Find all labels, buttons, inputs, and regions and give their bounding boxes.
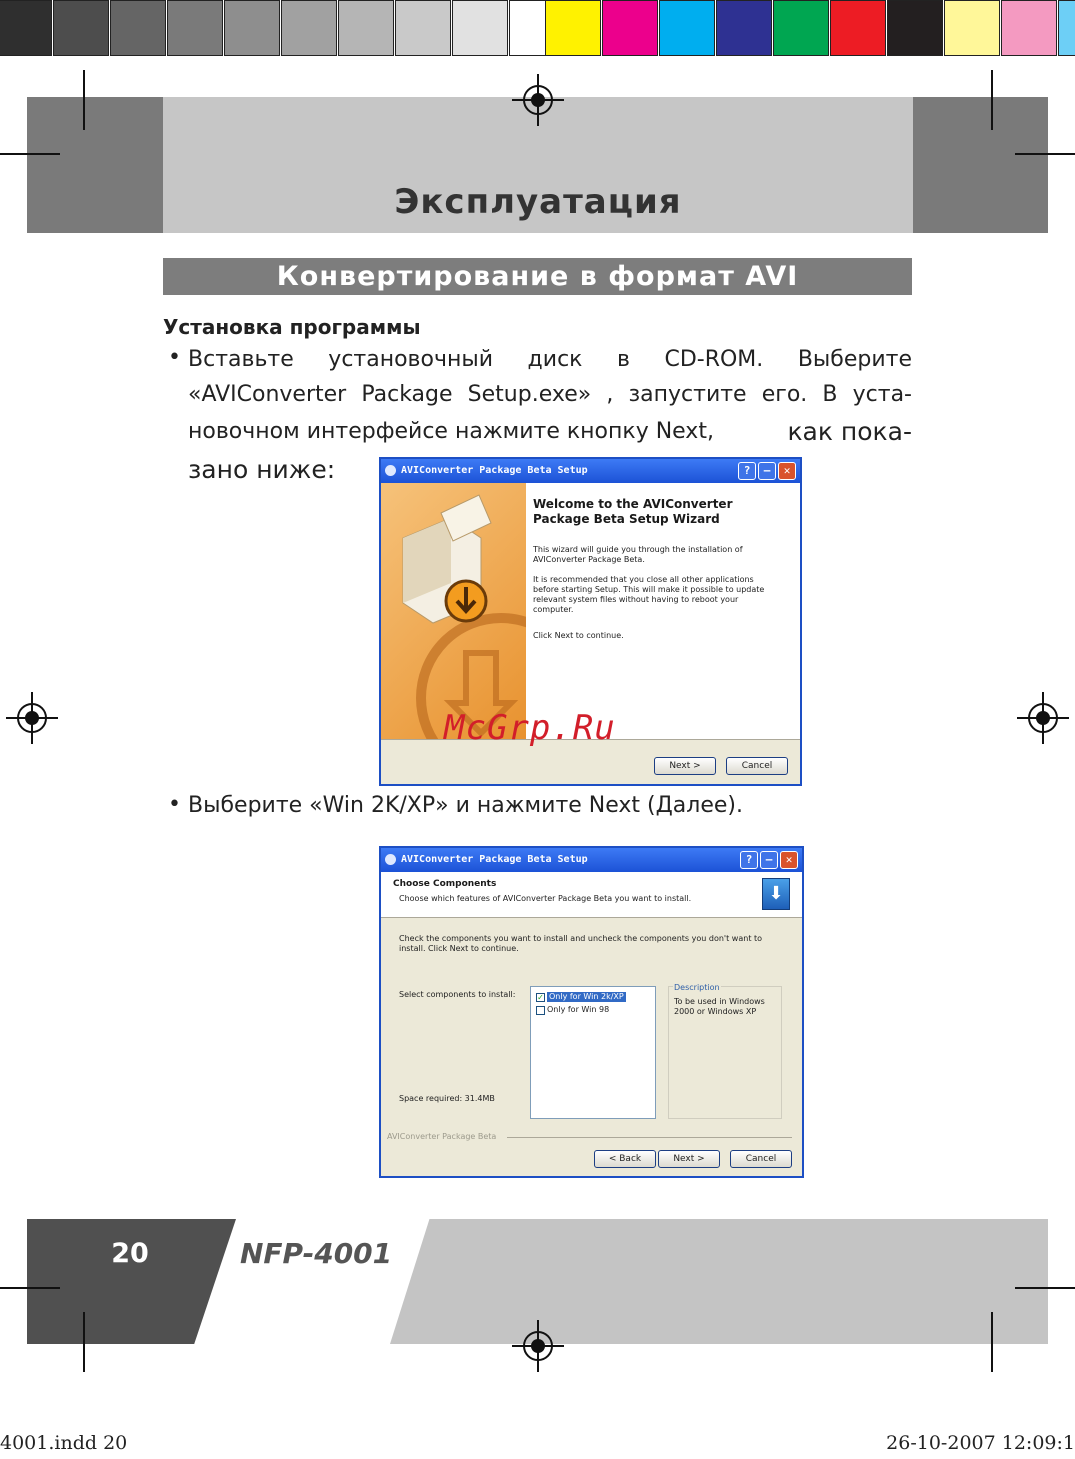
- back-button[interactable]: < Back: [594, 1150, 656, 1168]
- close-button[interactable]: ✕: [778, 462, 796, 480]
- paragraph-line: зано ниже:: [188, 455, 336, 484]
- option-label: Only for Win 98: [547, 1005, 610, 1014]
- next-button[interactable]: Next >: [658, 1150, 720, 1168]
- description-text: To be used in Windows 2000 or Windows XP: [674, 997, 765, 1016]
- wizard-text: Click Next to continue.: [533, 631, 624, 640]
- paragraph-line: Выберите «Win 2K/XP» и нажмите Next (Далее).: [188, 793, 743, 818]
- cancel-button[interactable]: Cancel: [726, 757, 788, 775]
- close-button[interactable]: ✕: [780, 851, 798, 869]
- print-slug-date: 26-10-2007 12:09:1: [886, 1432, 1075, 1454]
- page-number: 20: [111, 1238, 149, 1269]
- checkbox-checked-icon[interactable]: ✓: [537, 992, 544, 1002]
- next-button[interactable]: Next >: [654, 757, 716, 775]
- subheading: Установка программы: [163, 315, 421, 339]
- bullet-marker: •: [168, 792, 181, 817]
- instruction-text: Check the components you want to install and uncheck the components you don't want to install. Click Next to continue.: [399, 934, 763, 953]
- paragraph-text: как пока-: [787, 417, 912, 446]
- paragraph-line: Вставьте установочный диск в CD-ROM. Выберите: [188, 347, 912, 372]
- help-button[interactable]: ?: [738, 462, 756, 480]
- minimize-button[interactable]: –: [760, 851, 778, 869]
- brand-label: AVIConverter Package Beta: [387, 1132, 497, 1141]
- help-button[interactable]: ?: [740, 851, 758, 869]
- model-name: NFP-4001: [240, 1237, 393, 1270]
- option-label: Only for Win 2k/XP: [549, 992, 624, 1001]
- description-label: Description: [674, 983, 720, 992]
- dialog-heading: Choose Components: [393, 879, 497, 889]
- paragraph-text: новочном интерфейсе нажмите кнопку Next,: [188, 419, 714, 444]
- wizard-text: It is recommended that you close all other applications before starting Setup. This will make it possible to update relevant system files without having to reboot your computer.: [533, 575, 765, 614]
- page-title: Эксплуатация: [394, 182, 682, 222]
- paragraph-line: «AVIConverter Package Setup.exe» , запустите его. В уста-: [188, 382, 912, 407]
- wizard-heading: Welcome to the AVIConverter Package Beta Setup Wizard: [533, 497, 733, 526]
- dialog-title: AVIConverter Package Beta Setup: [401, 854, 588, 865]
- download-icon: ⬇: [762, 878, 790, 910]
- space-required: Space required: 31.4MB: [399, 1094, 495, 1103]
- dialog-title: AVIConverter Package Beta Setup: [401, 465, 588, 476]
- bullet-marker: •: [168, 345, 181, 370]
- select-label: Select components to install:: [399, 990, 516, 999]
- cancel-button[interactable]: Cancel: [730, 1150, 792, 1168]
- minimize-button[interactable]: –: [758, 462, 776, 480]
- wizard-text: This wizard will guide you through the installation of AVIConverter Package Beta.: [533, 545, 743, 564]
- section-title: Конвертирование в формат AVI: [163, 258, 912, 295]
- dialog-subheading: Choose which features of AVIConverter Package Beta you want to install.: [399, 894, 692, 903]
- print-slug-file: 4001.indd 20: [0, 1432, 128, 1454]
- watermark: McGrp.Ru: [444, 708, 616, 748]
